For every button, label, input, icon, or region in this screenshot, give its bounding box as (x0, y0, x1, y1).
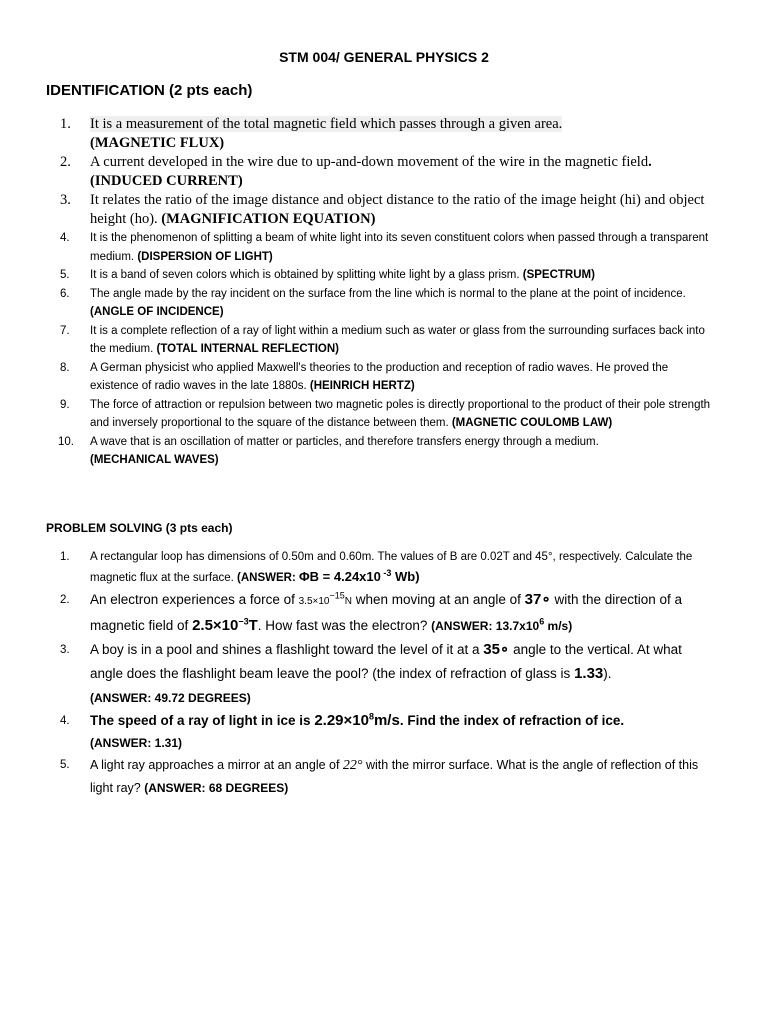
item-question: A wave that is an oscillation of matter or particles, and therefore transfers energy through a medium. (90, 435, 599, 448)
item-answer: (SPECTRUM) (522, 269, 595, 281)
item-question-part: . Find the index of refraction of ice. (399, 713, 625, 728)
speed-value: 2.29×10 (314, 712, 369, 729)
item-question: An electron experiences a force of (90, 592, 299, 607)
item-number: 10. (58, 435, 74, 448)
list-item (0, 191, 715, 229)
item-question: A light ray approaches a mirror at an angle of (90, 758, 343, 772)
item-number: 6. (60, 287, 70, 300)
item-question: A rectangular loop has dimensions of 0.50m and 0.60m. The values of B are 0.02T and 45°, respectively. Calculate the magnetic flux at the surface. (90, 551, 693, 584)
item-number: 4. (60, 715, 70, 727)
item-answer: (MAGNETIC COULOMB LAW) (451, 417, 613, 429)
item-number: 9. (60, 398, 70, 411)
field-exponent: −3 (238, 616, 249, 627)
item-question-part: when moving at an angle of (352, 592, 525, 607)
item-number: 7. (60, 324, 70, 337)
force-exponent: −15 (329, 590, 345, 601)
list-item (0, 359, 715, 396)
list-item (0, 115, 715, 153)
index-value: 1.33 (574, 665, 604, 682)
identification-heading: IDENTIFICATION (2 pts each) (46, 82, 253, 99)
item-number: 5. (60, 759, 70, 771)
field-value: 2.5×10 (192, 617, 239, 634)
item-number: 2. (60, 154, 71, 170)
item-question: The force of attraction or repulsion between two magnetic poles is directly proportional to the product of their pole strength and inversely proportional to the square of the distance between them. (90, 398, 711, 429)
item-answer: (ANSWER: (237, 572, 299, 584)
item-number: 8. (60, 361, 70, 374)
list-item (0, 153, 715, 191)
item-number: 3. (60, 192, 71, 208)
item-answer-unit: m/s) (544, 619, 573, 633)
item-answer: (MAGNETIC FLUX) (90, 135, 225, 151)
speed-exponent: 8 (368, 711, 374, 722)
item-question-part: . How fast was the electron? (257, 618, 432, 633)
list-item (0, 638, 715, 710)
item-number: 4. (60, 232, 70, 244)
angle-value: 37∘ (524, 591, 551, 608)
item-answer: (TOTAL INTERNAL REFLECTION) (156, 343, 339, 355)
list-item (0, 433, 715, 470)
list-item (0, 322, 715, 359)
list-item (0, 588, 715, 638)
force-unit: N (344, 596, 353, 607)
field-unit: T (248, 617, 258, 634)
item-question-part: with the mirror surface. What is the angle of reflection of this light ray? (90, 758, 699, 795)
item-question: It relates the ratio of the image distance and object distance to the ratio of the image height (hi) and object height (ho). (90, 192, 705, 227)
item-number: 1. (60, 551, 70, 563)
item-question: It is the phenomenon of splitting a beam of white light into its seven constituent colors when passed through a transparent medium. (90, 232, 709, 263)
item-question-part: angle to the vertical. At what angle does the flashlight beam leave the pool? (the index of refraction of glass is (90, 642, 682, 681)
list-item (0, 229, 715, 266)
item-answer-exponent: 6 (539, 616, 545, 627)
item-number: 3. (60, 644, 70, 656)
angle-value: 35∘ (483, 641, 510, 658)
document-title: STM 004/ GENERAL PHYSICS 2 (279, 49, 489, 65)
item-number: 2. (60, 594, 70, 606)
item-answer: (DISPERSION OF LIGHT) (137, 250, 273, 263)
item-answer: (MAGNIFICATION EQUATION) (161, 211, 376, 227)
identification-list (0, 115, 715, 470)
list-item (0, 285, 715, 322)
item-answer: (INDUCED CURRENT) (90, 173, 243, 189)
item-question-part: ). (603, 666, 612, 681)
item-answer: (ANSWER: 68 DEGREES) (144, 781, 289, 795)
item-question: A German physicist who applied Maxwell's theories to the production and reception of radio waves. He proved the existence of radio waves in the late 1880s. (90, 361, 669, 392)
item-answer-unit: Wb) (391, 569, 420, 584)
list-item (0, 710, 715, 754)
item-question-part: with the direction of a magnetic field of (90, 592, 683, 633)
problem-solving-heading: PROBLEM SOLVING (3 pts each) (46, 521, 233, 535)
speed-unit: m/s (373, 712, 400, 729)
item-answer: (ANSWER: 49.72 DEGREES) (90, 691, 251, 705)
item-number: 5. (60, 269, 70, 281)
item-question: The speed of a ray of light in ice is (90, 713, 315, 728)
force-value: 3.5×10 (298, 596, 330, 607)
item-answer-value: ΦB = 4.24x10 (299, 569, 381, 584)
list-item (0, 548, 715, 588)
item-answer: (HEINRICH HERTZ) (309, 380, 415, 392)
item-question: A current developed in the wire due to up-and-down movement of the wire in the magnetic field (90, 154, 649, 170)
item-punct: . (648, 154, 652, 170)
item-number: 1. (60, 116, 71, 132)
item-question: The angle made by the ray incident on the surface from the line which is normal to the plane at the point of incidence. (90, 287, 686, 300)
item-answer-exponent: -3 (380, 568, 392, 579)
item-answer: (ANSWER: 13.7x10 (431, 619, 540, 633)
item-answer: (ANGLE OF INCIDENCE) (90, 306, 224, 318)
item-question: It is a band of seven colors which is obtained by splitting white light by a glass prism. (90, 269, 520, 281)
item-question: It is a complete reflection of a ray of light within a medium such as water or glass from the surrounding surfaces back into the medium. (90, 324, 705, 355)
item-question: It is a measurement of the total magnetic field which passes through a given area. (90, 116, 563, 132)
angle-value: 22° (342, 758, 363, 773)
item-answer: (MECHANICAL WAVES) (90, 454, 219, 466)
list-item (0, 266, 715, 285)
item-answer: (ANSWER: 1.31) (90, 736, 183, 750)
list-item (0, 754, 715, 799)
item-question: A boy is in a pool and shines a flashlight toward the level of it at a (90, 642, 484, 657)
problem-solving-list (0, 548, 715, 799)
list-item (0, 396, 715, 433)
